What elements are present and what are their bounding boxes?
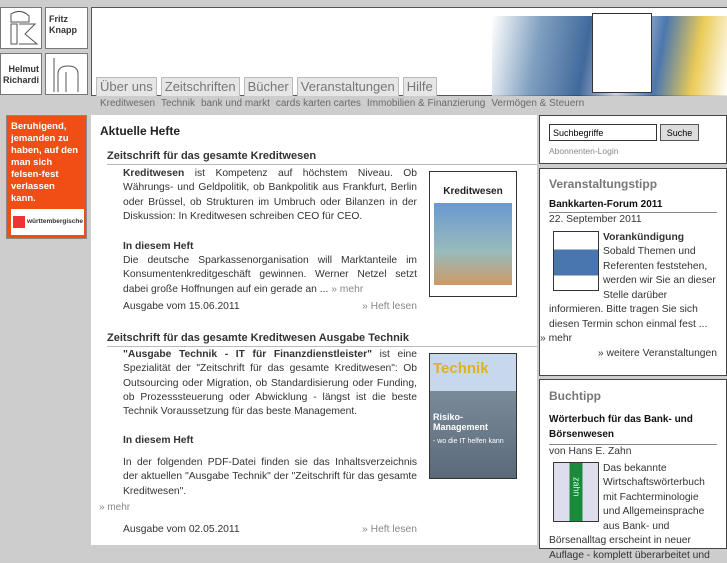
subnav-vermoegen[interactable]: Vermögen & Steuern <box>491 98 585 109</box>
item-body: In der folgenden PDF-Datei finden sie das Inhaltsverzeichnis der aktuellen "Ausgabe Technik" der "Zeitschrift für das gesamte Kreditwesen". <box>123 457 417 497</box>
read-issue-link[interactable]: » Heft lesen <box>362 524 417 535</box>
issue-date: Ausgabe vom 02.05.2011 <box>123 524 240 535</box>
issue-footer <box>123 523 417 537</box>
main-nav <box>96 77 437 96</box>
issue-date: Ausgabe vom 15.06.2011 <box>123 301 240 312</box>
technik-cover-image[interactable]: Technik Risiko-Management - wo die IT helfen kann <box>429 353 517 479</box>
ad-text: Beruhigend, jemanden zu haben, auf den man sich felsen-fest verlassen kann. <box>11 121 79 204</box>
event-image[interactable] <box>553 231 599 291</box>
logo-fk-icon[interactable] <box>0 7 42 49</box>
tab-veranstaltungen[interactable]: Veranstaltungen <box>297 77 399 96</box>
search-input[interactable] <box>549 124 657 141</box>
event-date: 22. September 2011 <box>549 214 642 225</box>
magazine-front-cover <box>592 13 652 93</box>
book-tip-box: Buchtipp Wörterbuch für das Bank- und Börsenwesen von Hans E. Zahn zahn Das bekannte Wirtschaftswörterbuch mit Fachterminologie und Allgemeinsprache aus Bank- und Börsenalltag erscheint in neuer Auflage - komplett überarbeitet und <box>539 379 727 549</box>
advertisement[interactable] <box>6 115 87 239</box>
subheading: In diesem Heft <box>123 241 194 252</box>
subnav-kreditwesen[interactable]: Kreditwesen <box>100 98 156 109</box>
read-issue-link[interactable]: » Heft lesen <box>362 301 417 312</box>
more-link[interactable]: » mehr <box>540 333 573 344</box>
tab-buecher[interactable]: Bücher <box>244 77 293 96</box>
search-box <box>539 115 727 164</box>
tab-hilfe[interactable]: Hilfe <box>403 77 437 96</box>
ww-icon <box>13 216 25 228</box>
subnav-immobilien[interactable]: Immobilien & Finanzierung <box>366 98 486 109</box>
item-body: Die deutsche Sparkassenorganisation will Marktanteile im Konsumentenkreditgeschäft gewinnen. Werner Netzel setzt dabei große Hoffnungen auf ein gerade an ... » mehr <box>123 255 417 295</box>
more-link[interactable]: » mehr <box>99 502 131 513</box>
subnav-bank-und-markt[interactable]: bank und markt <box>200 98 270 109</box>
logo-helmut-richardi[interactable]: Helmut Richardi <box>0 53 42 95</box>
logo-hr-icon[interactable] <box>45 53 88 95</box>
logo-fritz-knapp[interactable]: Fritz Knapp <box>45 7 88 49</box>
search-button[interactable]: Suche <box>660 124 699 141</box>
book-cover-image[interactable]: zahn <box>553 462 599 522</box>
subscriber-login-link[interactable]: Abonnenten-Login <box>549 146 619 156</box>
subnav-technik[interactable]: Technik <box>161 98 195 109</box>
item-intro: Kreditwesen ist Kompetenz auf höchstem Niveau. Ob Währungs- und Geldpolitik, ob Bankpolitik aus Frankfurt, Berlin oder Brüssel, ob Strukturen im Umbruch oder Bilanzen in der Diskussion: In Kreditwesen schreiben CEO für CEO. <box>123 168 417 222</box>
subnav-cards[interactable]: cards karten cartes <box>275 98 361 109</box>
section-heading: Zeitschrift für das gesamte Kreditwesen Ausgabe Technik <box>107 332 537 347</box>
item-intro: "Ausgabe Technik - IT für Finanzdienstleister" ist eine Spezialität der "Zeitschrift für das gesamte Kreditwesen": Ob Outsourcing oder Migration, ob Standardisierung oder Funding, ob Prozesssteuerung oder Abwicklung - längst ist die beste Technik Voraussetzung für das beste Management. <box>123 349 417 418</box>
tab-zeitschriften[interactable]: Zeitschriften <box>161 77 240 96</box>
book-title[interactable]: Wörterbuch für das Bank- und Börsenwesen <box>549 412 717 445</box>
page-title: Aktuelle Hefte <box>100 124 181 138</box>
section-heading: Zeitschrift für das gesamte Kreditwesen <box>107 150 537 165</box>
sub-nav <box>100 98 584 109</box>
subheading: In diesem Heft <box>123 435 194 446</box>
kreditwesen-cover-image[interactable]: Kreditwesen <box>429 171 517 297</box>
more-link[interactable]: » mehr <box>331 283 364 295</box>
box-heading: Buchtipp <box>549 389 601 403</box>
book-author: von Hans E. Zahn <box>549 446 632 457</box>
issue-footer <box>123 300 417 314</box>
tab-ueber-uns[interactable]: Über uns <box>96 77 157 96</box>
box-heading: Veranstaltungstipp <box>549 177 658 191</box>
event-tip-box: Veranstaltungstipp Bankkarten-Forum 2011 22. September 2011 Vorankündigung Sobald Themen und Referenten feststehen, werden wir Sie an dieser Stelle darüber informieren. Bitte tragen Sie sich diesen Termin schon einmal fest ... » mehr » weitere Veranstaltungen <box>539 168 727 376</box>
more-events-link[interactable]: » weitere Veranstaltungen <box>597 347 717 359</box>
ad-brand-logo: württembergische <box>11 209 84 235</box>
event-title[interactable]: Bankkarten-Forum 2011 <box>549 199 717 213</box>
